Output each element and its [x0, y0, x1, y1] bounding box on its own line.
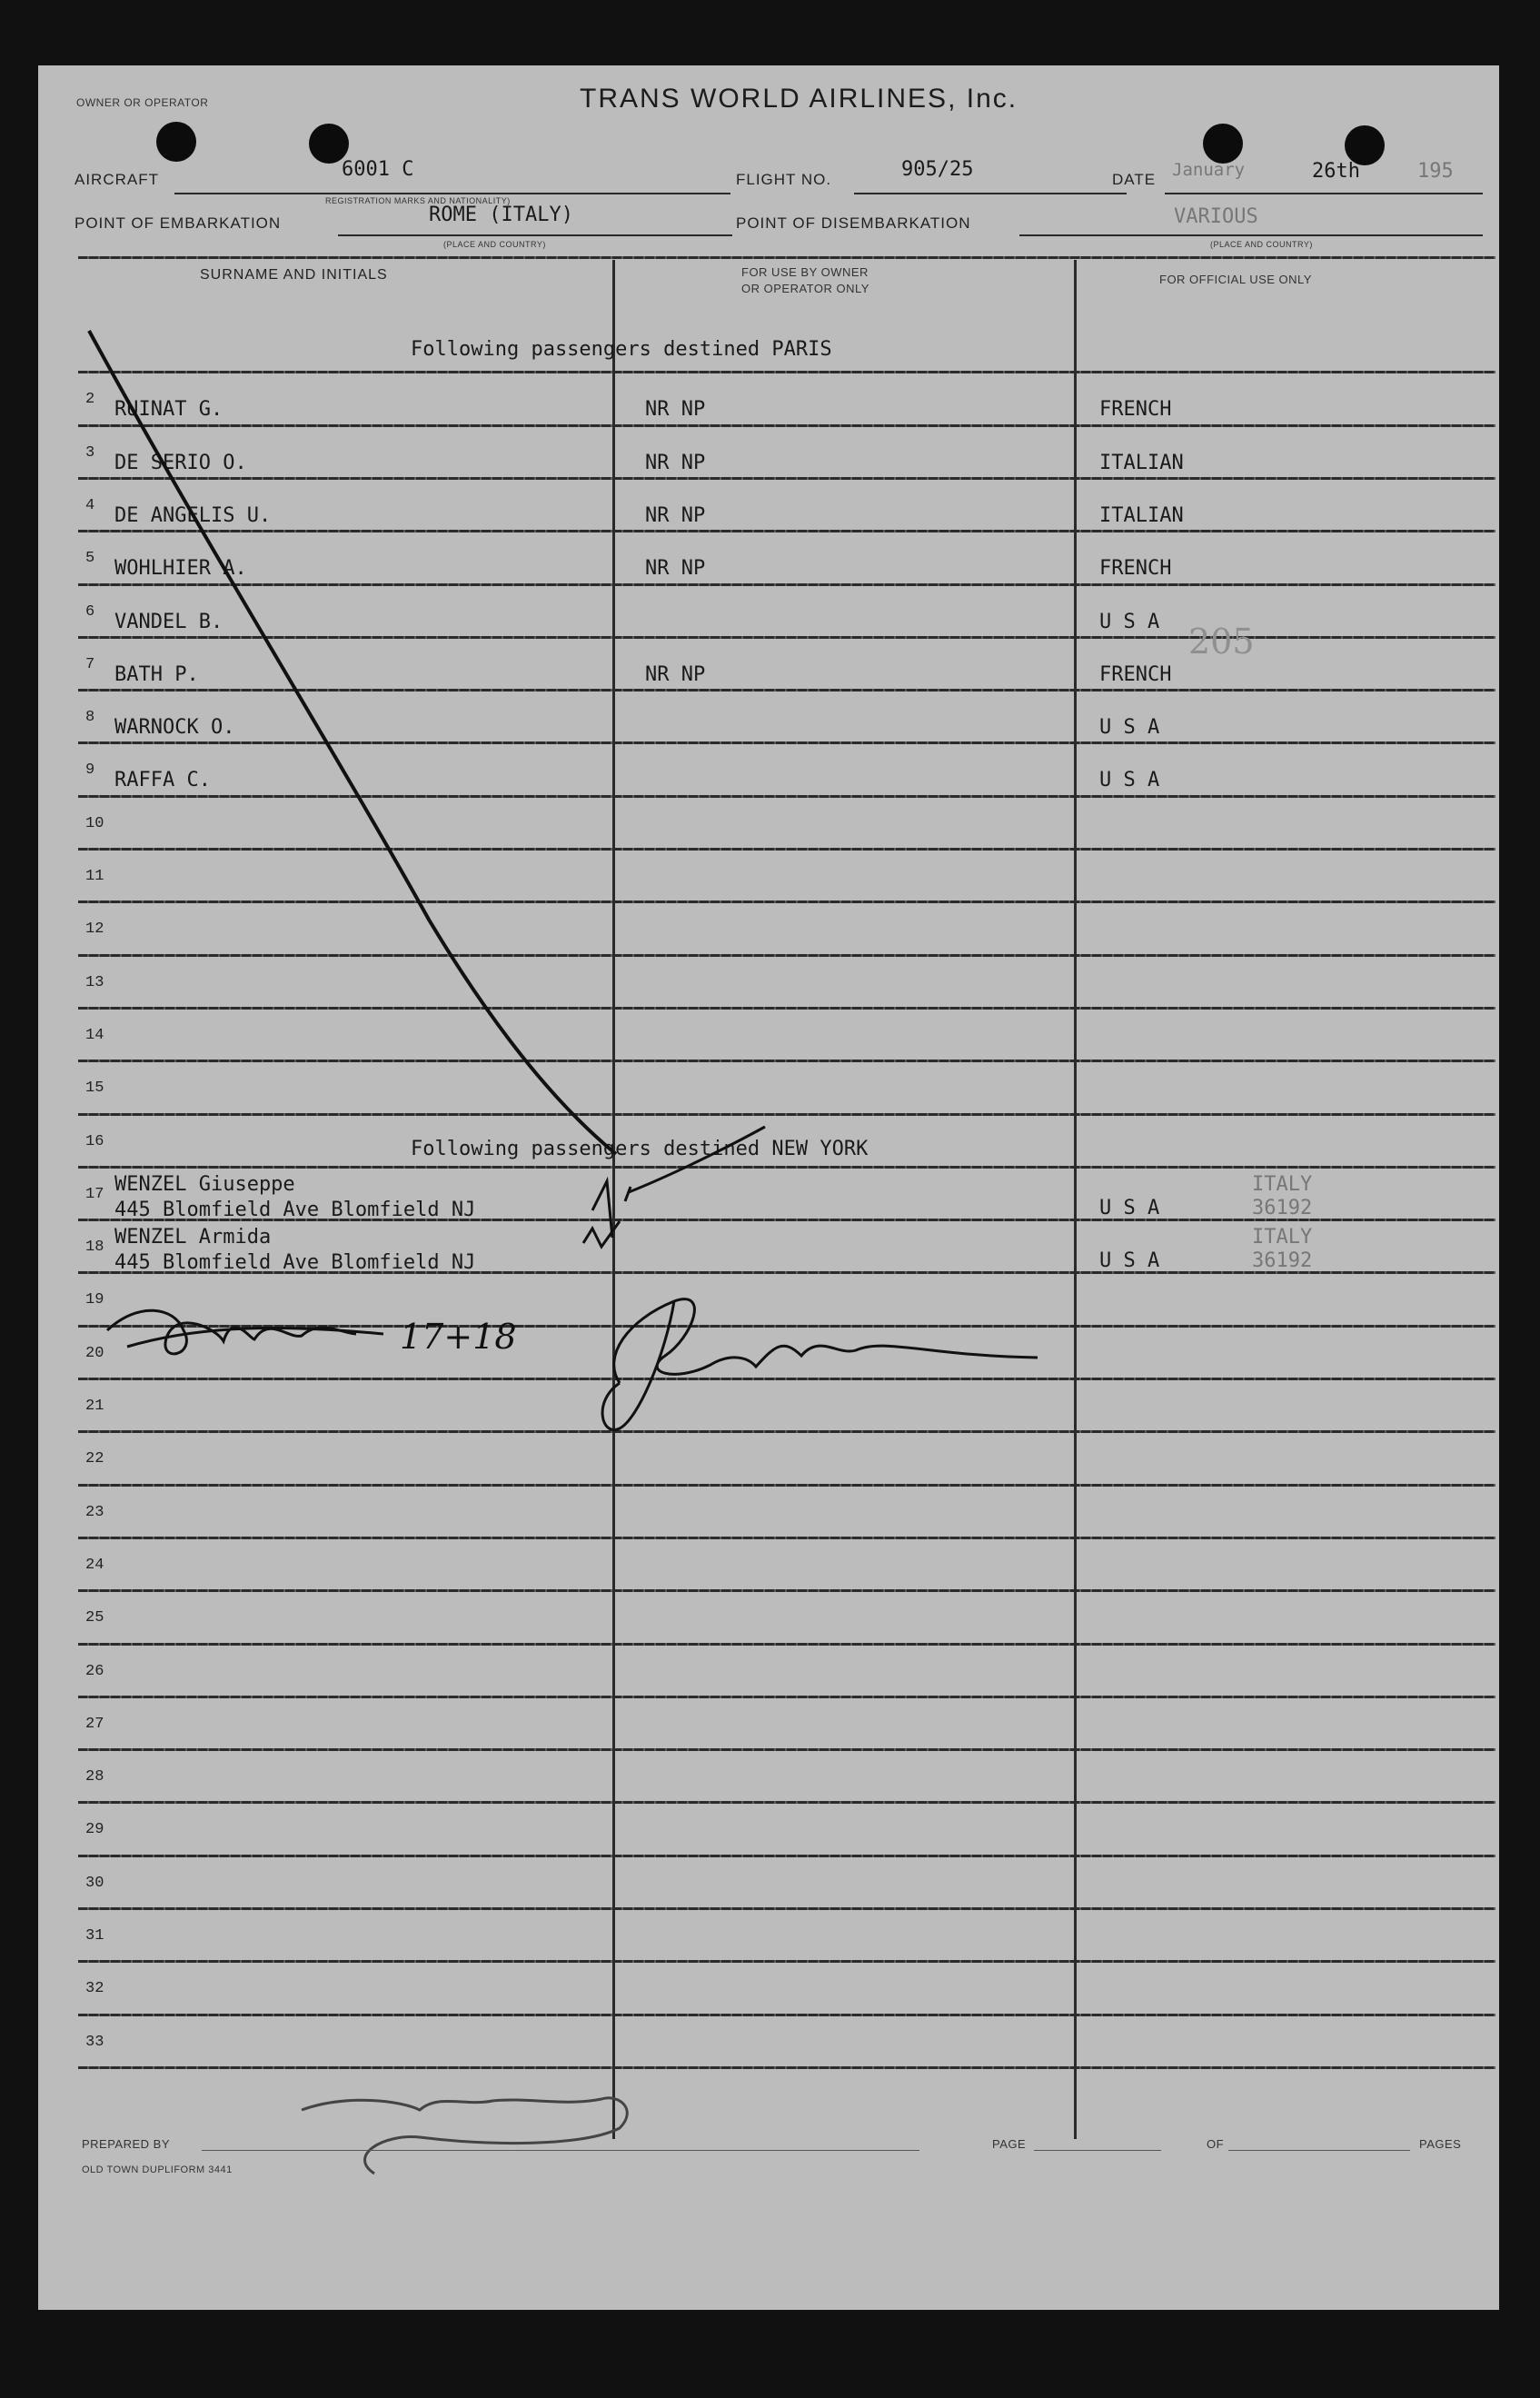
- date-day: 26th: [1312, 160, 1360, 183]
- row-number: 19: [85, 1291, 104, 1309]
- row-rule: [78, 1537, 1495, 1539]
- row-rule: [78, 1643, 1495, 1646]
- stamp-number: 205: [1188, 622, 1255, 662]
- row-rule: [78, 1960, 1495, 1963]
- passenger-name: BATH P.: [114, 662, 199, 686]
- nationality: U S A: [1099, 1249, 1160, 1273]
- row-number: 31: [85, 1927, 104, 1945]
- owner-column-header-1: FOR USE BY OWNER: [741, 265, 869, 279]
- disembark-sub: (PLACE AND COUNTRY): [1210, 240, 1313, 249]
- row-rule: [78, 2066, 1495, 2069]
- row-number: 16: [85, 1132, 104, 1150]
- row-rule: [78, 848, 1495, 851]
- aircraft-value: 6001 C: [342, 158, 414, 181]
- row-rule: [78, 1748, 1495, 1751]
- row-number: 22: [85, 1450, 104, 1468]
- row-number: 13: [85, 973, 104, 991]
- row-number: 10: [85, 814, 104, 832]
- passenger-name: WOHLHIER A.: [114, 557, 247, 581]
- pages-label: PAGES: [1419, 2137, 1462, 2151]
- owner-label: OWNER OR OPERATOR: [76, 96, 209, 109]
- row-number: 25: [85, 1609, 104, 1627]
- row-rule: [78, 1855, 1495, 1857]
- row-number: 27: [85, 1715, 104, 1733]
- column-divider: [1074, 260, 1077, 2139]
- row-rule: [78, 636, 1495, 639]
- header-rule: [78, 256, 1495, 259]
- row-rule: [78, 477, 1495, 480]
- row-number: 29: [85, 1821, 104, 1839]
- nationality: FRENCH: [1099, 557, 1172, 581]
- date-label: DATE: [1112, 171, 1157, 188]
- row-rule: [78, 1007, 1495, 1010]
- row-rule: [78, 954, 1495, 957]
- aircraft-underline: [174, 193, 730, 194]
- row-rule: [78, 530, 1495, 532]
- disembark-underline: [1019, 234, 1483, 236]
- nationality: U S A: [1099, 716, 1160, 740]
- new-york-note: Following passengers destined NEW YORK: [411, 1138, 869, 1160]
- official-country: ITALY: [1252, 1226, 1313, 1249]
- preparer-signature: [302, 2098, 627, 2174]
- row-rule: [78, 1589, 1495, 1592]
- row-rule: [78, 1430, 1495, 1433]
- nationality: U S A: [1099, 1196, 1160, 1219]
- date-year: 195: [1417, 160, 1454, 183]
- row-rule: [78, 1696, 1495, 1698]
- nationality: FRENCH: [1099, 398, 1172, 422]
- nationality: U S A: [1099, 610, 1160, 633]
- handwritten-lines-word: [107, 1310, 383, 1354]
- handwritten-signature: [602, 1299, 1038, 1430]
- row-number: 17: [85, 1185, 104, 1203]
- passenger-name: WENZEL Giuseppe: [114, 1172, 295, 1196]
- official-code: 36192: [1252, 1249, 1313, 1273]
- nationality: ITALIAN: [1099, 451, 1184, 474]
- row-rule: [78, 1166, 1495, 1169]
- row-rule: [78, 1378, 1495, 1380]
- flight-underline: [854, 193, 1127, 194]
- row-rule: [78, 2014, 1495, 2016]
- row-rule: [78, 424, 1495, 427]
- row-number: 18: [85, 1239, 104, 1257]
- page-underline: [1034, 2150, 1161, 2151]
- row-number: 28: [85, 1768, 104, 1786]
- nationality: ITALIAN: [1099, 503, 1184, 527]
- embark-label: POINT OF EMBARKATION: [75, 214, 282, 232]
- official-code: 36192: [1252, 1196, 1313, 1219]
- row-rule: [78, 1060, 1495, 1062]
- row-rule: [78, 583, 1495, 586]
- flight-value: 905/25: [901, 158, 974, 181]
- row-number: 5: [85, 550, 95, 568]
- row-number: 3: [85, 443, 95, 462]
- row-rule: [78, 1325, 1495, 1328]
- owner-remark: NR NP: [645, 662, 706, 686]
- row-rule: [78, 689, 1495, 692]
- passenger-name: WARNOCK O.: [114, 716, 235, 740]
- owner-column-header-2: OR OPERATOR ONLY: [741, 282, 869, 295]
- passenger-name: RUINAT G.: [114, 398, 224, 422]
- row-number: 32: [85, 1980, 104, 1998]
- passenger-address: 445 Blomfield Ave Blomfield NJ: [114, 1251, 476, 1275]
- row-number: 33: [85, 2033, 104, 2051]
- embark-sub: (PLACE AND COUNTRY): [443, 240, 546, 249]
- row-rule: [78, 795, 1495, 798]
- form-label: OLD TOWN DUPLIFORM 3441: [82, 2164, 233, 2175]
- handwritten-line-ref: 17+18: [400, 1317, 517, 1357]
- row-number: 11: [85, 868, 104, 885]
- row-number: 24: [85, 1556, 104, 1574]
- prepared-underline: [202, 2150, 919, 2151]
- official-country: ITALY: [1252, 1172, 1313, 1196]
- row-number: 7: [85, 655, 95, 673]
- punch-hole: [156, 122, 196, 162]
- disembark-label: POINT OF DISEMBARKATION: [736, 214, 971, 232]
- row-number: 30: [85, 1874, 104, 1892]
- embark-underline: [338, 234, 732, 236]
- punch-hole: [1203, 124, 1243, 164]
- row-rule: [78, 1113, 1495, 1116]
- row-number: 8: [85, 709, 95, 727]
- passenger-name: RAFFA C.: [114, 769, 211, 792]
- row-number: 9: [85, 761, 95, 780]
- paris-note: Following passengers destined PARIS: [411, 338, 832, 361]
- passenger-name: WENZEL Armida: [114, 1226, 272, 1249]
- row-rule: [78, 371, 1495, 373]
- row-number: 26: [85, 1662, 104, 1680]
- embark-value: ROME (ITALY): [429, 204, 573, 226]
- row-rule: [78, 741, 1495, 744]
- passenger-name: DE ANGELIS U.: [114, 503, 272, 527]
- row-number: 6: [85, 602, 95, 621]
- aircraft-sub: REGISTRATION MARKS AND NATIONALITY): [325, 196, 511, 205]
- row-number: 14: [85, 1026, 104, 1044]
- passenger-name: DE SERIO O.: [114, 451, 247, 474]
- nationality: FRENCH: [1099, 662, 1172, 686]
- official-column-header: FOR OFFICIAL USE ONLY: [1159, 273, 1312, 286]
- airline-name: TRANS WORLD AIRLINES, Inc.: [580, 84, 1018, 114]
- name-column-header: SURNAME AND INITIALS: [200, 267, 388, 283]
- row-number: 15: [85, 1080, 104, 1098]
- disembark-value: VARIOUS: [1174, 205, 1258, 228]
- row-rule: [78, 900, 1495, 903]
- row-rule: [78, 1907, 1495, 1910]
- of-label: OF: [1207, 2137, 1225, 2151]
- owner-remark: NR NP: [645, 557, 706, 581]
- owner-remark: NR NP: [645, 503, 706, 527]
- flight-label: FLIGHT NO.: [736, 171, 832, 188]
- column-divider: [612, 260, 615, 2139]
- page-label: PAGE: [992, 2137, 1027, 2151]
- date-underline: [1165, 193, 1483, 194]
- owner-remark: NR NP: [645, 398, 706, 422]
- of-underline: [1228, 2150, 1410, 2151]
- row-number: 23: [85, 1503, 104, 1521]
- nationality: U S A: [1099, 769, 1160, 792]
- row-rule: [78, 1801, 1495, 1804]
- aircraft-label: AIRCRAFT: [75, 171, 159, 188]
- row-number: 21: [85, 1398, 104, 1415]
- owner-remark: NR NP: [645, 451, 706, 474]
- prepared-label: PREPARED BY: [82, 2137, 171, 2151]
- row-number: 4: [85, 496, 95, 514]
- row-number: 2: [85, 391, 95, 409]
- manifest-sheet: [38, 65, 1499, 2310]
- row-number: 20: [85, 1344, 104, 1362]
- passenger-name: VANDEL B.: [114, 610, 224, 633]
- passenger-address: 445 Blomfield Ave Blomfield NJ: [114, 1198, 476, 1221]
- date-month: January: [1172, 160, 1246, 180]
- row-number: 12: [85, 920, 104, 939]
- row-rule: [78, 1484, 1495, 1487]
